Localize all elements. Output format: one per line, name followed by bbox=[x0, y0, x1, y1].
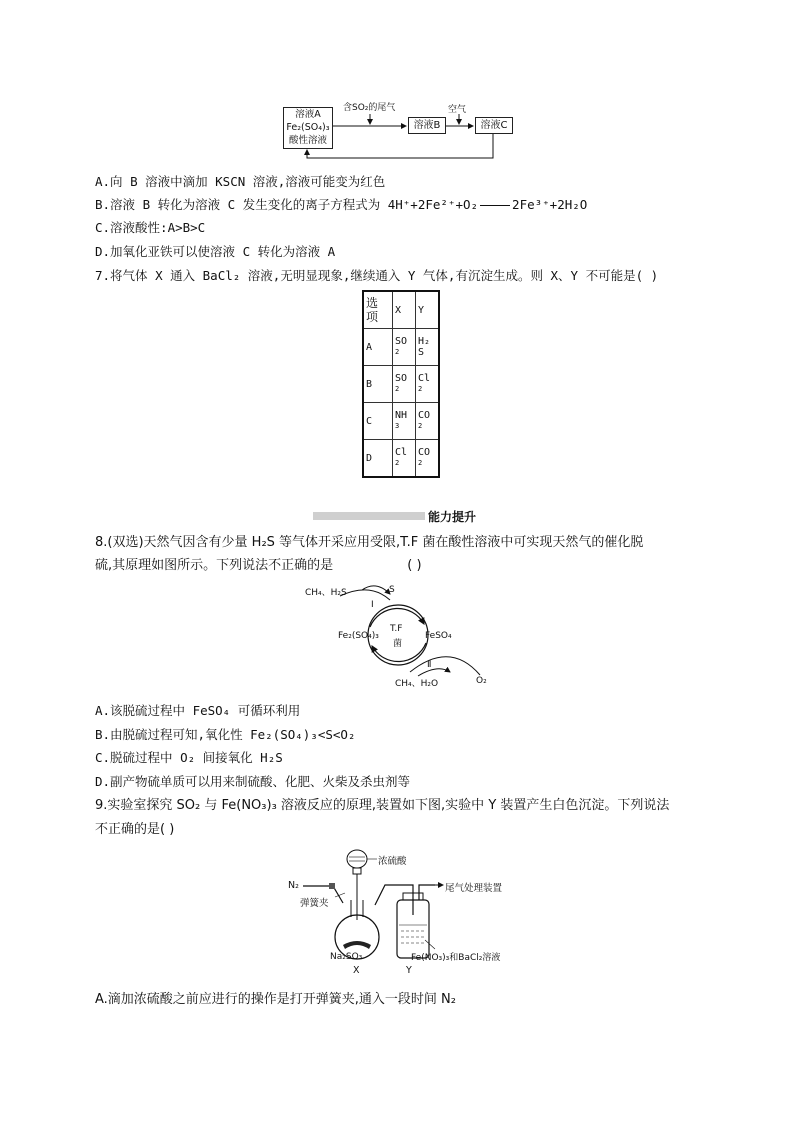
row-x-main: Cl bbox=[395, 447, 408, 458]
q6-option-b bbox=[95, 197, 587, 213]
q8-stem-line1: 8.(双选)天然气因含有少量 H₂S 等气体开采应用受限,T.F 菌在酸性溶液中可实现天然气的催化脱 bbox=[95, 535, 644, 550]
diagram-right-compound: FeSO₄ bbox=[425, 631, 452, 641]
row-x bbox=[393, 440, 416, 478]
q6-option-a: A.向 B 溶液中滴加 KSCN 溶液,溶液可能变为红色 bbox=[95, 174, 386, 189]
solution-b-label: 溶液B bbox=[413, 120, 441, 131]
row-x bbox=[393, 366, 416, 403]
table-header-x: X bbox=[393, 291, 416, 329]
solution-c-label: 溶液C bbox=[480, 120, 508, 131]
diagram-left-compound: Fe₂(SO₄)₃ bbox=[338, 631, 379, 641]
diagram-roman-1: Ⅰ bbox=[371, 600, 374, 610]
row-x-main: SO bbox=[395, 373, 408, 384]
row-x-sub: 2 bbox=[395, 348, 400, 356]
exhaust-label: 尾气处理装置 bbox=[445, 883, 503, 894]
row-x bbox=[393, 329, 416, 366]
flask-x-label: X bbox=[353, 965, 360, 976]
q8-answer-paren: ( ) bbox=[407, 558, 422, 573]
clamp-label: 弹簧夹 bbox=[300, 898, 329, 909]
table-row bbox=[363, 403, 439, 440]
q9-option-a: A.滴加浓硫酸之前应进行的操作是打开弹簧夹,通入一段时间 N₂ bbox=[95, 992, 456, 1007]
row-y-sub: 2 bbox=[418, 459, 423, 467]
diagram-bottom-right: O₂ bbox=[476, 676, 487, 686]
solution-label: Fe(NO₃)₃和BaCl₂溶液 bbox=[411, 953, 501, 963]
equation-line bbox=[480, 205, 510, 206]
row-y-sub: S bbox=[418, 347, 425, 358]
q8-option-b: B.由脱硫过程可知,氧化性 Fe₂(SO₄)₃<S<O₂ bbox=[95, 727, 356, 742]
row-y bbox=[416, 403, 440, 440]
q8-stem-line2 bbox=[95, 558, 422, 574]
acid-label: 浓硫酸 bbox=[378, 856, 407, 867]
table-row bbox=[363, 440, 439, 478]
solution-a-line2: Fe₂(SO₄)₃ bbox=[286, 122, 330, 133]
table-header-row bbox=[363, 291, 439, 329]
row-x-sub: 3 bbox=[395, 422, 400, 430]
q6-option-b-right: 2Fe³⁺+2H₂O bbox=[512, 197, 588, 212]
bottle-y-label: Y bbox=[406, 965, 412, 976]
diagram-roman-2: Ⅱ bbox=[427, 660, 432, 670]
row-y bbox=[416, 329, 440, 366]
diagram-top-right: S bbox=[389, 585, 395, 595]
q7-stem: 7.将气体 X 通入 BaCl₂ 溶液,无明显现象,继续通入 Y 气体,有沉淀生成。则 X、Y 不可能是( ) bbox=[95, 268, 659, 283]
solution-a-line1: 溶液A bbox=[295, 109, 321, 120]
q6-option-c: C.溶液酸性:A>B>C bbox=[95, 220, 206, 235]
q6-option-b-left: B.溶液 B 转化为溶液 C 发生变化的离子方程式为 4H⁺+2Fe²⁺+O₂ bbox=[95, 197, 479, 212]
row-option: D bbox=[363, 440, 393, 478]
solution-a-line3: 酸性溶液 bbox=[288, 135, 327, 146]
air-label: 空气 bbox=[448, 105, 467, 115]
diagram-center-1: T.F bbox=[390, 624, 403, 634]
table-header-option bbox=[363, 291, 393, 329]
diagram-bottom-left: CH₄、H₂O bbox=[395, 679, 439, 689]
row-x-sub: 2 bbox=[395, 459, 400, 467]
q8-option-d: D.副产物硫单质可以用来制硫酸、化肥、火柴及杀虫剂等 bbox=[95, 774, 411, 789]
q7-options-table bbox=[362, 290, 440, 478]
row-y-main: H₂ bbox=[418, 336, 431, 347]
na2so3-label: Na₂SO₃ bbox=[330, 952, 363, 962]
gas-label: 含SO₂的尾气 bbox=[343, 103, 396, 113]
row-y bbox=[416, 366, 440, 403]
q6-option-d: D.加氧化亚铁可以使溶液 C 转化为溶液 A bbox=[95, 244, 336, 259]
row-y bbox=[416, 440, 440, 478]
q9-stem-line1: 9.实验室探究 SO₂ 与 Fe(NO₃)₃ 溶液反应的原理,装置如下图,实验中 Y 装置产生白色沉淀。下列说法 bbox=[95, 798, 670, 813]
cycle-arrows bbox=[0, 0, 794, 170]
q9-stem-line2: 不正确的是( ) bbox=[95, 822, 175, 837]
q8-option-c: C.脱硫过程中 O₂ 间接氧化 H₂S bbox=[95, 750, 283, 765]
table-row bbox=[363, 366, 439, 403]
row-x-sub: 2 bbox=[395, 385, 400, 393]
row-option: C bbox=[363, 403, 393, 440]
section-bar bbox=[313, 512, 425, 520]
header-option-text: 选项 bbox=[366, 296, 379, 324]
row-y-main: Cl bbox=[418, 373, 431, 384]
row-y-main: CO bbox=[418, 447, 431, 458]
row-y-main: CO bbox=[418, 410, 431, 421]
row-y-sub: 2 bbox=[418, 385, 423, 393]
row-x-main: SO bbox=[395, 336, 408, 347]
section-title: 能力提升 bbox=[428, 510, 477, 524]
table-header-y: Y bbox=[416, 291, 440, 329]
row-option: B bbox=[363, 366, 393, 403]
q8-option-a: A.该脱硫过程中 FeSO₄ 可循环利用 bbox=[95, 703, 301, 718]
q8-stem-text: 硫,其原理如图所示。下列说法不正确的是 bbox=[95, 558, 334, 573]
table-row bbox=[363, 329, 439, 366]
diagram-top-left: CH₄、H₂S bbox=[305, 588, 347, 598]
row-y-sub: 2 bbox=[418, 422, 423, 430]
diagram-center-2: 菌 bbox=[393, 639, 403, 649]
n2-label: N₂ bbox=[288, 880, 299, 891]
row-x bbox=[393, 403, 416, 440]
row-x-main: NH bbox=[395, 410, 408, 421]
row-option: A bbox=[363, 329, 393, 366]
